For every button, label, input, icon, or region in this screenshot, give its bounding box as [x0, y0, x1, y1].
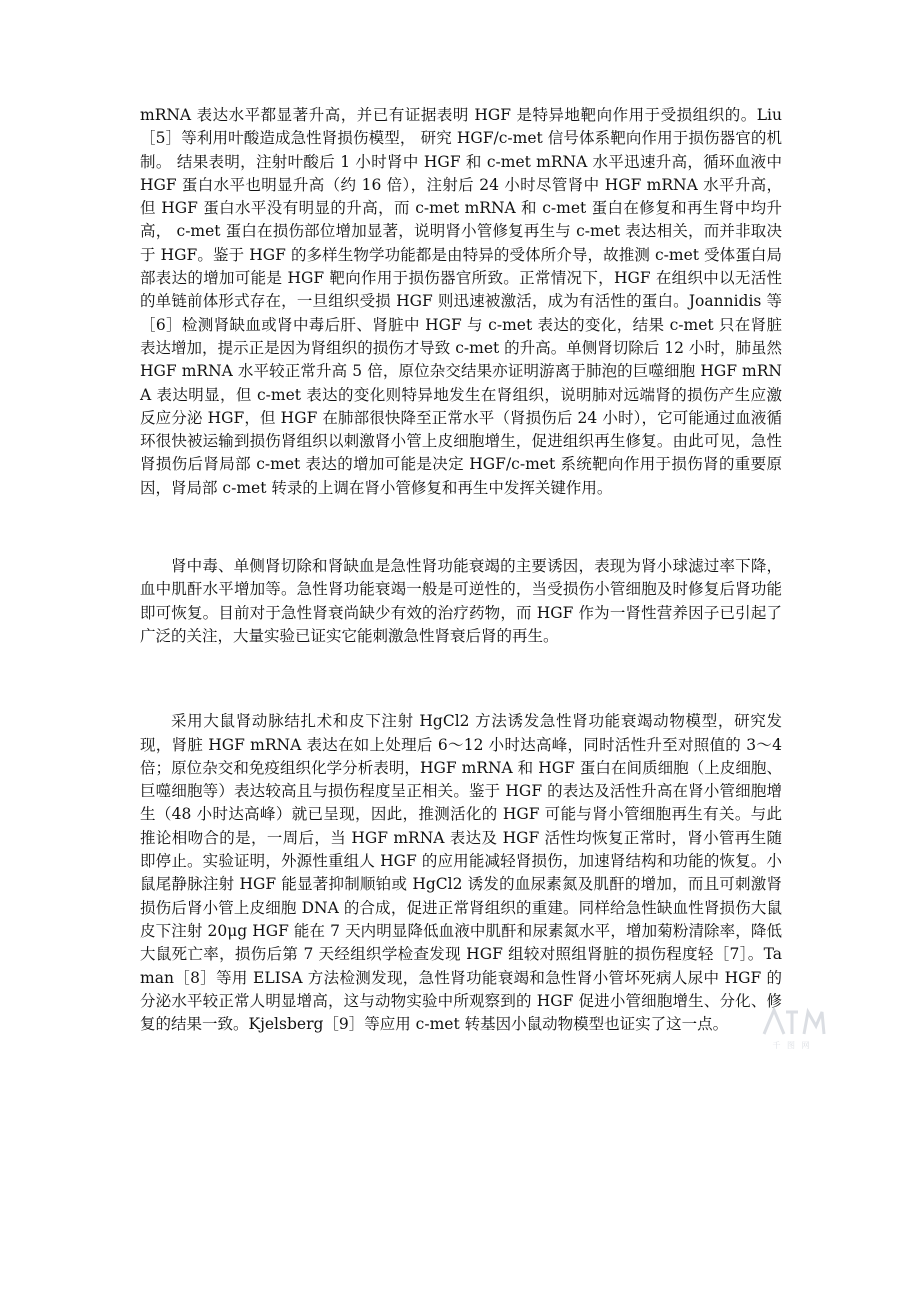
paragraph-spacer	[140, 648, 782, 710]
paragraph-2: 肾中毒、单侧肾切除和肾缺血是急性肾功能衰竭的主要诱因，表现为肾小球滤过率下降，血中肌酐水平增加等。急性肾功能衰竭一般是可逆性的，当受损伤小管细胞及时修复后肾功能即可恢复。目前对于急性肾衰尚缺少有效的治疗药物，而 HGF 作为一肾性营养因子已引起了广泛的关注，大量实验已证实它能刺激急性肾衰后肾的再生。	[140, 557, 782, 645]
paragraph-1: mRNA 表达水平都显著升高，并已有证据表明 HGF 是特异地靶向作用于受损组织的。Liu［5］等利用叶酸造成急性肾损伤模型， 研究 HGF/c-met 信号体系靶向作用于损伤器官的机制。 结果表明，注射叶酸后 1 小时肾中 HGF 和 c-met mRNA 水平迅速升高，循环血液中 HGF 蛋白水平也明显升高（约 16 倍），注射后 24 小时尽管肾中 HGF mRNA 水平升高，但 HGF 蛋白水平没有明显的升高，而 c-met mRNA 和 c-met 蛋白在修复和再生肾中均升高， c-met 蛋白在损伤部位增加显著，说明肾小管修复再生与 c-met 表达相关，而并非取决于 HGF。鉴于 HGF 的多样生物学功能都是由特异的受体所介导，故推测 c-met 受体蛋白局部表达的增加可能是 HGF 靶向作用于损伤器官所致。正常情况下，HGF 在组织中以无活性的单链前体形式存在，一旦组织受损 HGF 则迅速被激活，成为有活性的蛋白。Joannidis 等［6］检测肾缺血或肾中毒后肝、肾脏中 HGF 与 c-met 表达的变化，结果 c-met 只在肾脏表达增加，提示正是因为肾组织的损伤才导致 c-met 的升高。单侧肾切除后 12 小时，肺虽然 HGF mRNA 水平较正常升高 5 倍，原位杂交结果亦证明游离于肺泡的巨噬细胞 HGF mRNA 表达明显，但 c-met 表达的变化则特异地发生在肾组织，说明肺对远端肾的损伤产生应激反应分泌 HGF，但 HGF 在肺部很快降至正常水平（肾损伤后 24 小时），它可能通过血液循环很快被运输到损伤肾组织以刺激肾小管上皮细胞增生，促进组织再生修复。由此可见，急性肾损伤后肾局部 c-met 表达的增加可能是决定 HGF/c-met 系统靶向作用于损伤肾的重要原 因，肾局部 c-met 转录的上调在肾小管修复和再生中发挥关键作用。	[140, 106, 782, 497]
document-body	[140, 104, 782, 1036]
watermark-text: 千 图 网	[772, 1041, 812, 1050]
paragraph-3: 采用大鼠肾动脉结扎术和皮下注射 HgCl2 方法诱发急性肾功能衰竭动物模型，研究发现，肾脏 HGF mRNA 表达在如上处理后 6～12 小时达高峰，同时活性升至对照值的 3～4 倍；原位杂交和免疫组织化学分析表明，HGF mRNA 和 HGF 蛋白在间质细胞（上皮细胞、巨噬细胞等）表达较高且与损伤程度呈正相关。鉴于 HGF 的表达及活性升高在肾小管细胞增生（48 小时达高峰）就已呈现，因此，推测活化的 HGF 可能与肾小管细胞再生有关。与此推论相吻合的是，一周后，当 HGF mRNA 表达及 HGF 活性均恢复正常时，肾小管再生随即停止。实验证明，外源性重组人 HGF 的应用能减轻肾损伤，加速肾结构和功能的恢复。小鼠尾静脉注射 HGF 能显著抑制顺铂或 HgCl2 诱发的血尿素氮及肌酐的增加，而且可刺激肾损伤后肾小管上皮细胞 DNA 的合成，促进正常肾组织的重建。同样给急性缺血性肾损伤大鼠皮下注射 20μg HGF 能在 7 天内明显降低血液中肌酐和尿素氮水平，增加菊粉清除率，降低大鼠死亡率，损伤后第 7 天经组织学检查发现 HGF 组较对照组肾脏的损伤程度轻［7］。Taman［8］等用 ELISA 方法检测发现，急性肾功能衰竭和急性肾小管坏死病人尿中 HGF 的分泌水平较正常人明显增高，这与动物实验中所观察到的 HGF 促进小管细胞增生、分化、修复的结果一致。Kjelsberg［9］等应用 c-met 转基因小鼠动物模型也证实了这一点。	[140, 712, 782, 1034]
paragraph-spacer	[140, 500, 782, 555]
